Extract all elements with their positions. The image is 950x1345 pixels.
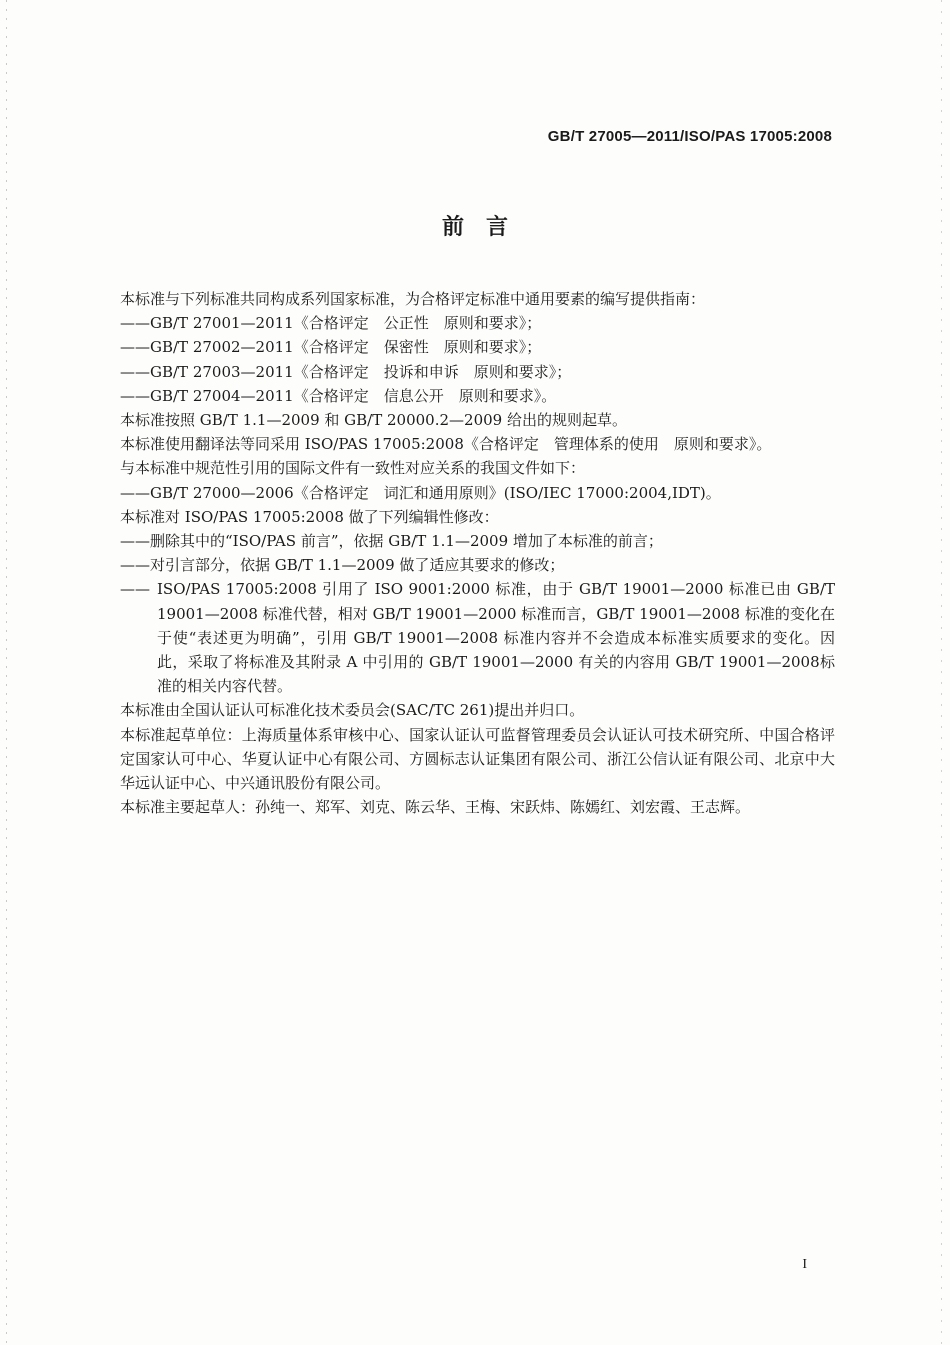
- list-item-27004: ——GB/T 27004—2011《合格评定 信息公开 原则和要求》。: [120, 386, 557, 405]
- foreword-body: [120, 287, 835, 819]
- paragraph-adoption: 本标准使用翻译法等同采用 ISO/PAS 17005:2008《合格评定 管理体系的使用 原则和要求》。: [120, 435, 772, 454]
- list-item-27001: ——GB/T 27001—2011《合格评定 公正性 原则和要求》；: [120, 314, 542, 333]
- paragraph-intro: 本标准与下列标准共同构成系列国家标准，为合格评定标准中通用要素的编写提供指南：: [120, 290, 706, 308]
- paragraph-drafting-units: 本标准起草单位：上海质量体系审核中心、国家认证认可监督管理委员会认证认可技术研究所、中国合格评定国家认可中心、华夏认证中心有限公司、方圆标志认证集团有限公司、浙江公信认证有限公司、北京中大华远认证中心、中兴通讯股份有限公司。: [120, 725, 835, 793]
- list-item-27000: ——GB/T 27000—2006《合格评定 词汇和通用原则》(ISO/IEC 17000:2004,IDT)。: [120, 483, 721, 502]
- scan-edge-right: [941, 0, 942, 1345]
- list-item-delete-foreword: ——删除其中的“ISO/PAS 前言”，依据 GB/T 1.1—2009 增加了本标准的前言；: [120, 532, 663, 551]
- paragraph-correspondence: 与本标准中规范性引用的国际文件有一致性对应关系的我国文件如下：: [120, 459, 586, 478]
- list-item-iso9001-reference: [120, 577, 835, 698]
- list-item-27002: ——GB/T 27002—2011《合格评定 保密性 原则和要求》；: [120, 338, 542, 357]
- paragraph-modifications: 本标准对 ISO/PAS 17005:2008 做了下列编辑性修改：: [120, 507, 499, 526]
- list-item-27003: ——GB/T 27003—2011《合格评定 投诉和申诉 原则和要求》；: [120, 362, 572, 381]
- scan-edge-left: [6, 0, 7, 1345]
- page-number: I: [802, 1257, 807, 1272]
- list-item-text: ISO/PAS 17005:2008 引用了 ISO 9001:2000 标准，由于 GB/T 19001—2000 标准已由 GB/T 19001—2008 标准代替，相对 GB/T 19001—2000 标准而言，GB/T 19001—2008 标准的变化在于使“表述更为明确”，引用 GB/T 19001—2008 标准内容并不会造成本标准实质要求的变化。因此，采取了将标准及其附录 A 中引用的 GB/T 19001—2000 有关的内容用 GB/T 19001—2008标准的相关内容代替。: [157, 580, 835, 696]
- list-item-introduction: ——对引言部分，依据 GB/T 1.1—2009 做了适应其要求的修改；: [120, 556, 565, 575]
- list-dash: ——: [120, 580, 150, 599]
- paragraph-drafting-rules: 本标准按照 GB/T 1.1—2009 和 GB/T 20000.2—2009 给出的规则起草。: [120, 411, 627, 430]
- paragraph-drafters: 本标准主要起草人：孙纯一、郑军、刘克、陈云华、王梅、宋跃炜、陈嫣红、刘宏霞、王志辉。: [120, 798, 751, 817]
- standard-code-header: GB/T 27005—2011/ISO/PAS 17005:2008: [547, 128, 832, 145]
- paragraph-proposer: 本标准由全国认证认可标准化技术委员会(SAC/TC 261)提出并归口。: [120, 701, 585, 720]
- page-title: 前言: [441, 215, 530, 240]
